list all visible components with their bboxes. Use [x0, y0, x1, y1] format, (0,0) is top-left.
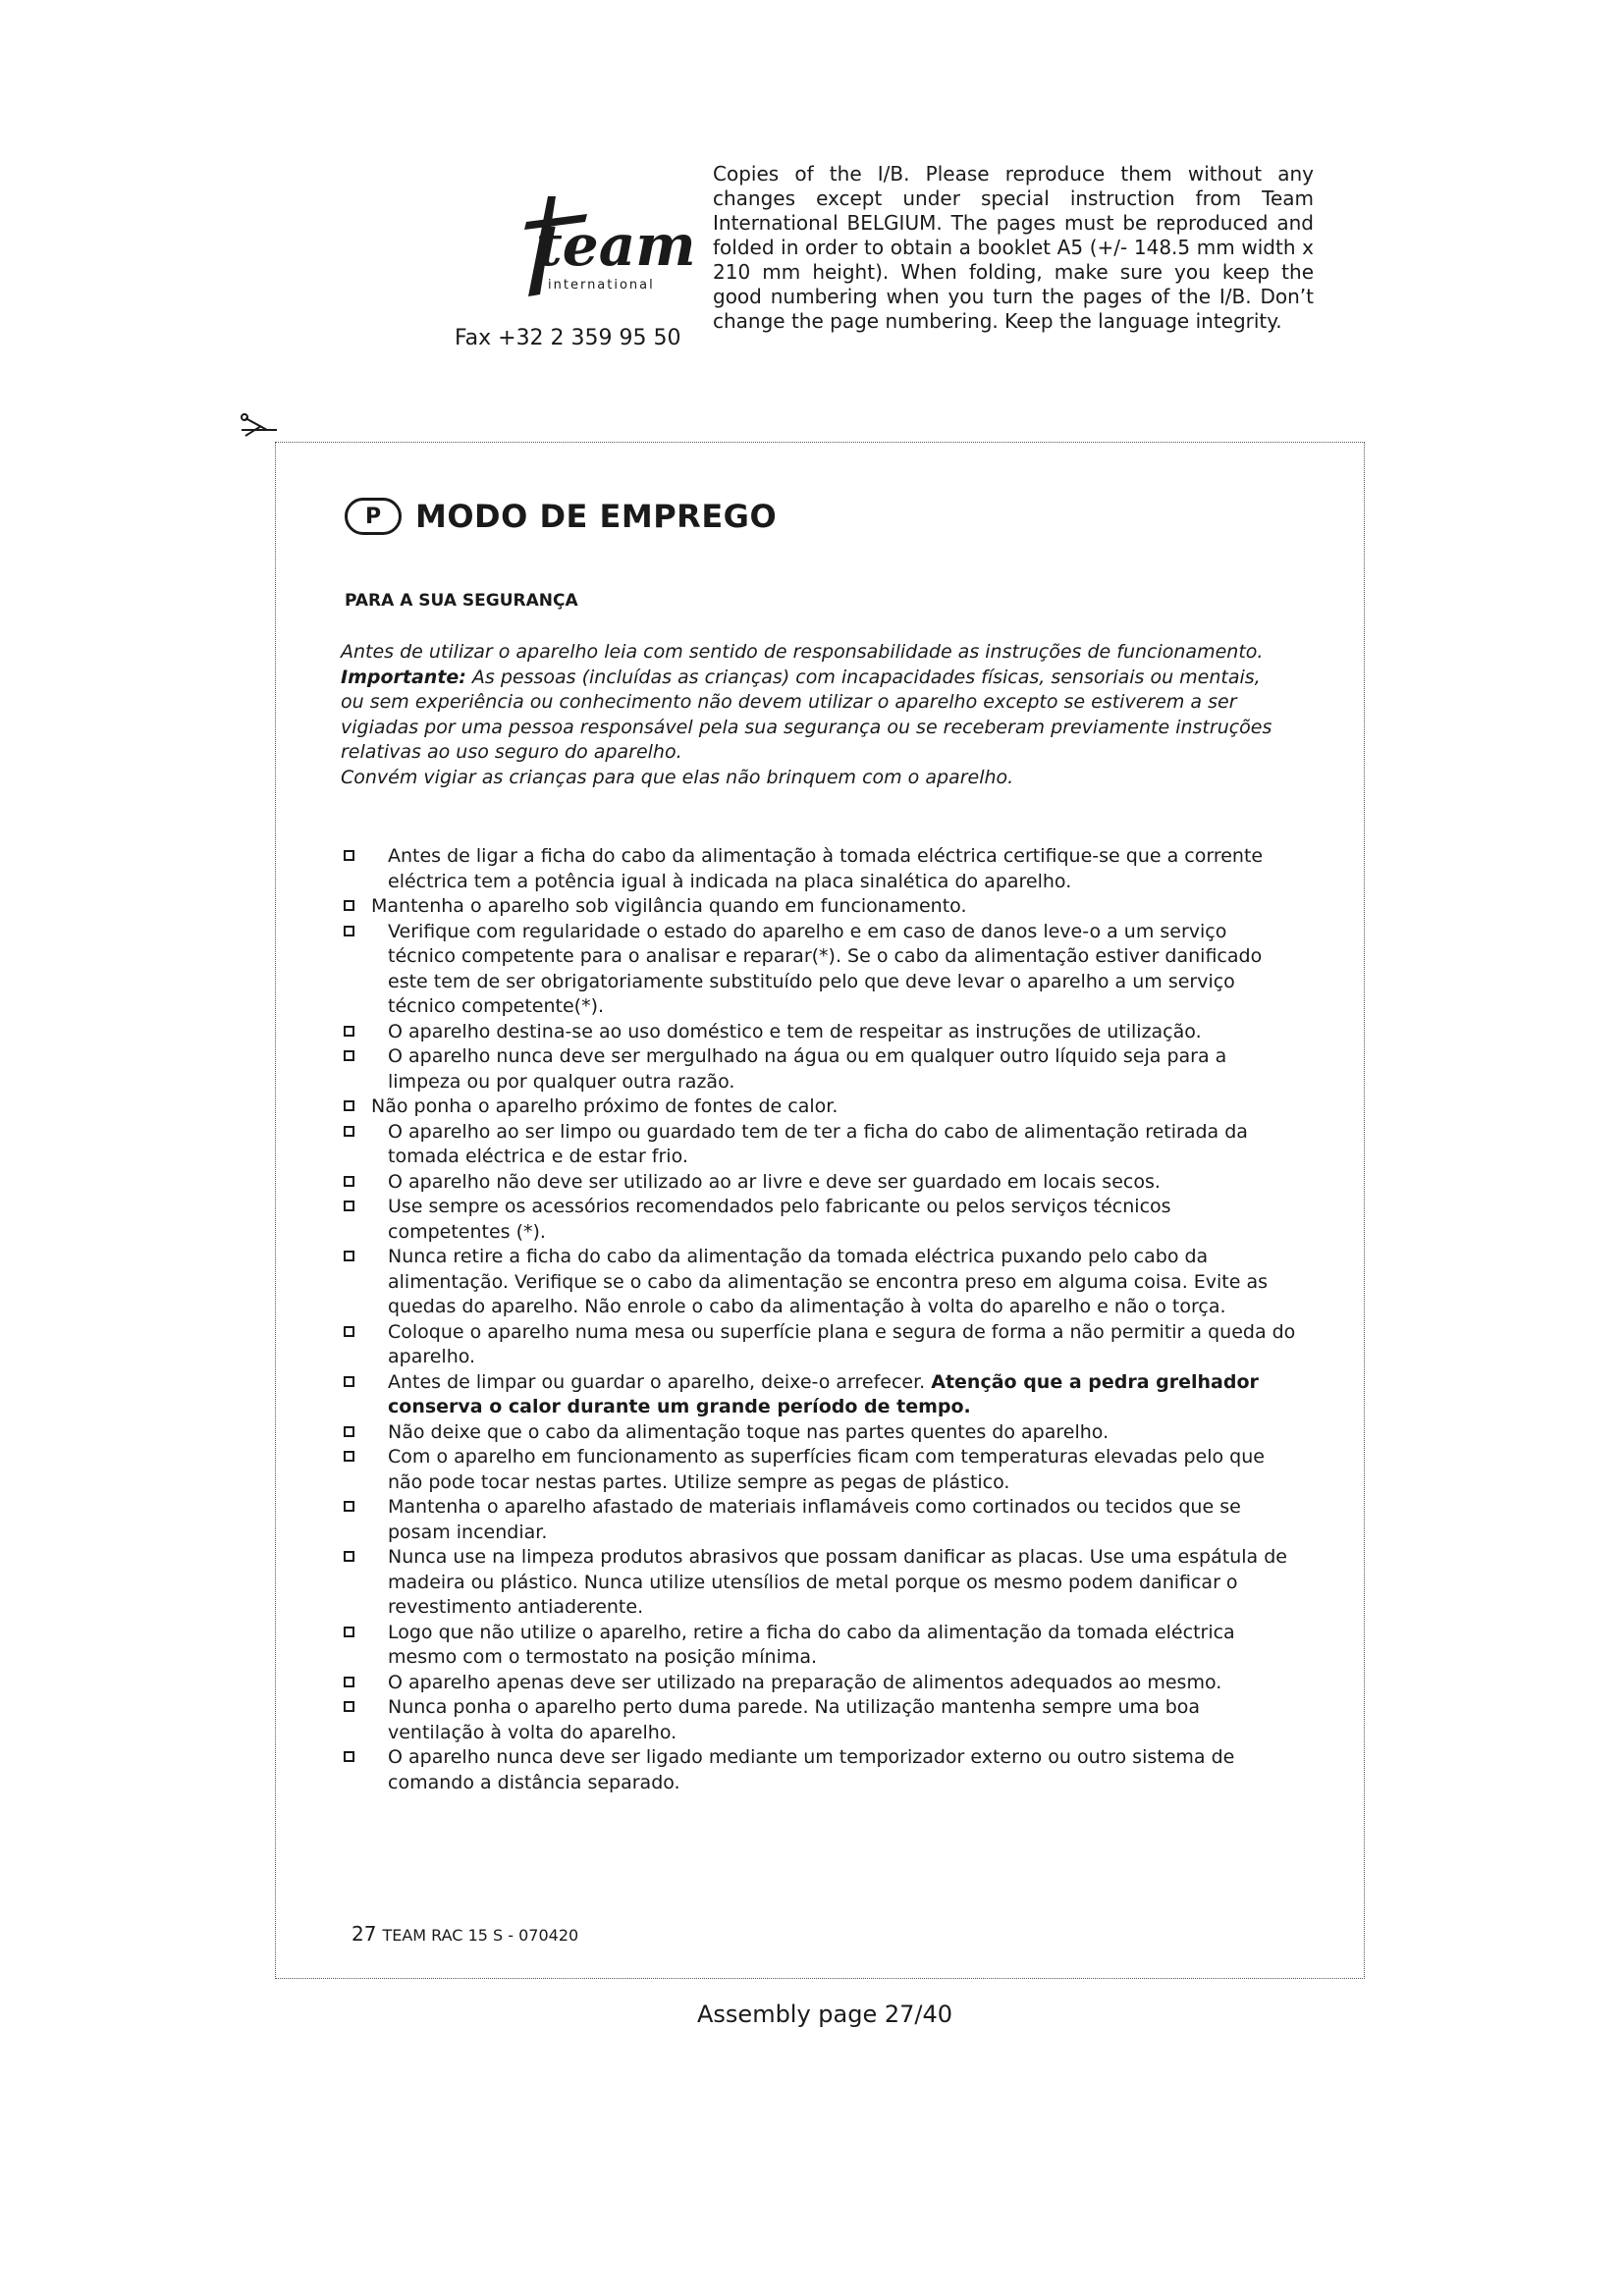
- footer-model: TEAM RAC 15 S - 070420: [382, 1926, 579, 1945]
- list-item: Use sempre os acessórios recomendados pelo fabricante ou pelos serviços técnicos competentes (*).: [342, 1195, 1299, 1245]
- checkbox-bullet-icon: [344, 1451, 354, 1462]
- list-item: Mantenha o aparelho afastado de materiais inflamáveis como cortinados ou tecidos que se posam incendiar.: [342, 1495, 1299, 1545]
- important-text: As pessoas (incluídas as crianças) com incapacidades físicas, sensoriais ou mentais, ou sem experiência ou conhecimento não devem utilizar o aparelho excepto se estiverem a ser vigiadas por uma pessoa responsável pela sua segurança ou se receberam previamente instruções relativas ao uso seguro do aparelho.: [341, 666, 1272, 763]
- list-item: Com o aparelho em funcionamento as superfícies ficam com temperaturas elevadas pelo que não pode tocar nestas partes. Utilize sempre as pegas de plástico.: [342, 1445, 1299, 1495]
- checkbox-bullet-icon: [344, 926, 354, 936]
- list-item: Coloque o aparelho numa mesa ou superfície plana e segura de forma a não permitir a queda do aparelho.: [342, 1320, 1299, 1370]
- page-title: [345, 493, 777, 540]
- checkbox-bullet-icon: [344, 1050, 354, 1061]
- logo-wordmark: team: [536, 212, 696, 279]
- intro-paragraph: Antes de utilizar o aparelho leia com sentido de responsabilidade as instruções de funcionamento.: [341, 641, 1264, 663]
- list-item: Não ponha o aparelho próximo de fontes de calor.: [342, 1095, 1299, 1120]
- safety-list: [342, 844, 1299, 1795]
- list-item: Nunca retire a ficha do cabo da alimentação da tomada eléctrica puxando pelo cabo da alimentação. Verifique se o cabo da alimentação se encontra preso em alguma coisa. Evite as quedas do aparelho. Não enrole o cabo da alimentação à volta do aparelho e não o torça.: [342, 1245, 1299, 1320]
- children-paragraph: Convém vigiar as crianças para que elas não brinquem com o aparelho.: [341, 766, 1014, 788]
- list-item: O aparelho ao ser limpo ou guardado tem de ter a ficha do cabo de alimentação retirada da tomada eléctrica e de estar frio.: [342, 1120, 1299, 1170]
- checkbox-bullet-icon: [344, 1326, 354, 1337]
- logo-subtext: international: [548, 278, 655, 293]
- scissors-icon: [240, 410, 279, 438]
- language-badge: P: [345, 498, 402, 535]
- important-paragraph: [341, 666, 1278, 766]
- checkbox-bullet-icon: [344, 1551, 354, 1562]
- checkbox-bullet-icon: [344, 1426, 354, 1437]
- checkbox-bullet-icon: [344, 1677, 354, 1687]
- list-item: O aparelho não deve ser utilizado ao ar livre e deve ser guardado em locais secos.: [342, 1170, 1299, 1196]
- assembly-page-label: Assembly page 27/40: [697, 2001, 953, 2028]
- fax-number: Fax +32 2 359 95 50: [455, 326, 681, 350]
- list-item: Mantenha o aparelho sob vigilância quando em funcionamento.: [342, 894, 1299, 920]
- checkbox-bullet-icon: [344, 1701, 354, 1712]
- footer-page-number: 27: [352, 1922, 377, 1946]
- checkbox-bullet-icon: [344, 1176, 354, 1187]
- list-item: Nunca use na limpeza produtos abrasivos que possam danificar as placas. Use uma espátula de madeira ou plástico. Nunca utilize utensílios de metal porque os mesmo podem danificar o revestimento antiaderente.: [342, 1545, 1299, 1621]
- checkbox-bullet-icon: [344, 1100, 354, 1111]
- checkbox-bullet-icon: [344, 1026, 354, 1037]
- list-item: O aparelho destina-se ao uso doméstico e tem de respeitar as instruções de utilização.: [342, 1020, 1299, 1045]
- section-title: PARA A SUA SEGURANÇA: [345, 591, 578, 611]
- checkbox-bullet-icon: [344, 1251, 354, 1261]
- list-item-cooling: Antes de limpar ou guardar o aparelho, deixe-o arrefecer. Atenção que a pedra grelhador conserva o calor durante um grande período de tempo.: [342, 1370, 1299, 1420]
- intro-text: [341, 640, 1278, 790]
- list-item: Nunca ponha o aparelho perto duma parede. Na utilização mantenha sempre uma boa ventilação à volta do aparelho.: [342, 1695, 1299, 1745]
- manual-title: MODO DE EMPREGO: [415, 498, 778, 535]
- list-item: O aparelho nunca deve ser ligado mediante um temporizador externo ou outro sistema de comando a distância separado.: [342, 1745, 1299, 1795]
- important-label: Importante:: [341, 666, 466, 688]
- checkbox-bullet-icon: [344, 1751, 354, 1762]
- checkbox-bullet-icon: [344, 1376, 354, 1387]
- checkbox-bullet-icon: [344, 1126, 354, 1137]
- list-item: Logo que não utilize o aparelho, retire a ficha do cabo da alimentação da tomada eléctrica mesmo com o termostato na posição mínima.: [342, 1621, 1299, 1671]
- checkbox-bullet-icon: [344, 850, 354, 861]
- checkbox-bullet-icon: [344, 1201, 354, 1211]
- checkbox-bullet-icon: [344, 1501, 354, 1512]
- list-item: Antes de ligar a ficha do cabo da alimentação à tomada eléctrica certifique-se que a corrente eléctrica tem a potência igual à indicada na placa sinalética do aparelho.: [342, 844, 1299, 894]
- list-item: Não deixe que o cabo da alimentação toque nas partes quentes do aparelho.: [342, 1420, 1299, 1446]
- list-item: Verifique com regularidade o estado do aparelho e em caso de danos leve-o a um serviço técnico competente para o analisar e reparar(*). Se o cabo da alimentação estiver danificado este tem de ser obrigatoriamente substituído pelo que deve levar o aparelho a um serviço técnico competente(*).: [342, 920, 1299, 1020]
- checkbox-bullet-icon: [344, 1627, 354, 1637]
- copies-instruction: Copies of the I/B. Please reproduce them without any changes except under special instruction from Team International BELGIUM. The pages must be reproduced and folded in order to obtain a booklet A5 (+/- 148.5 mm width x 210 mm height). When folding, make sure you keep the good numbering when you turn the pages of the I/B. Don’t change the page numbering. Keep the language integrity.: [713, 162, 1314, 333]
- team-logo: [479, 187, 696, 314]
- list-item: O aparelho nunca deve ser mergulhado na água ou em qualquer outro líquido seja para a limpeza ou por qualquer outra razão.: [342, 1044, 1299, 1095]
- checkbox-bullet-icon: [344, 900, 354, 911]
- list-item: O aparelho apenas deve ser utilizado na preparação de alimentos adequados ao mesmo.: [342, 1671, 1299, 1696]
- page-footer: [352, 1922, 578, 1946]
